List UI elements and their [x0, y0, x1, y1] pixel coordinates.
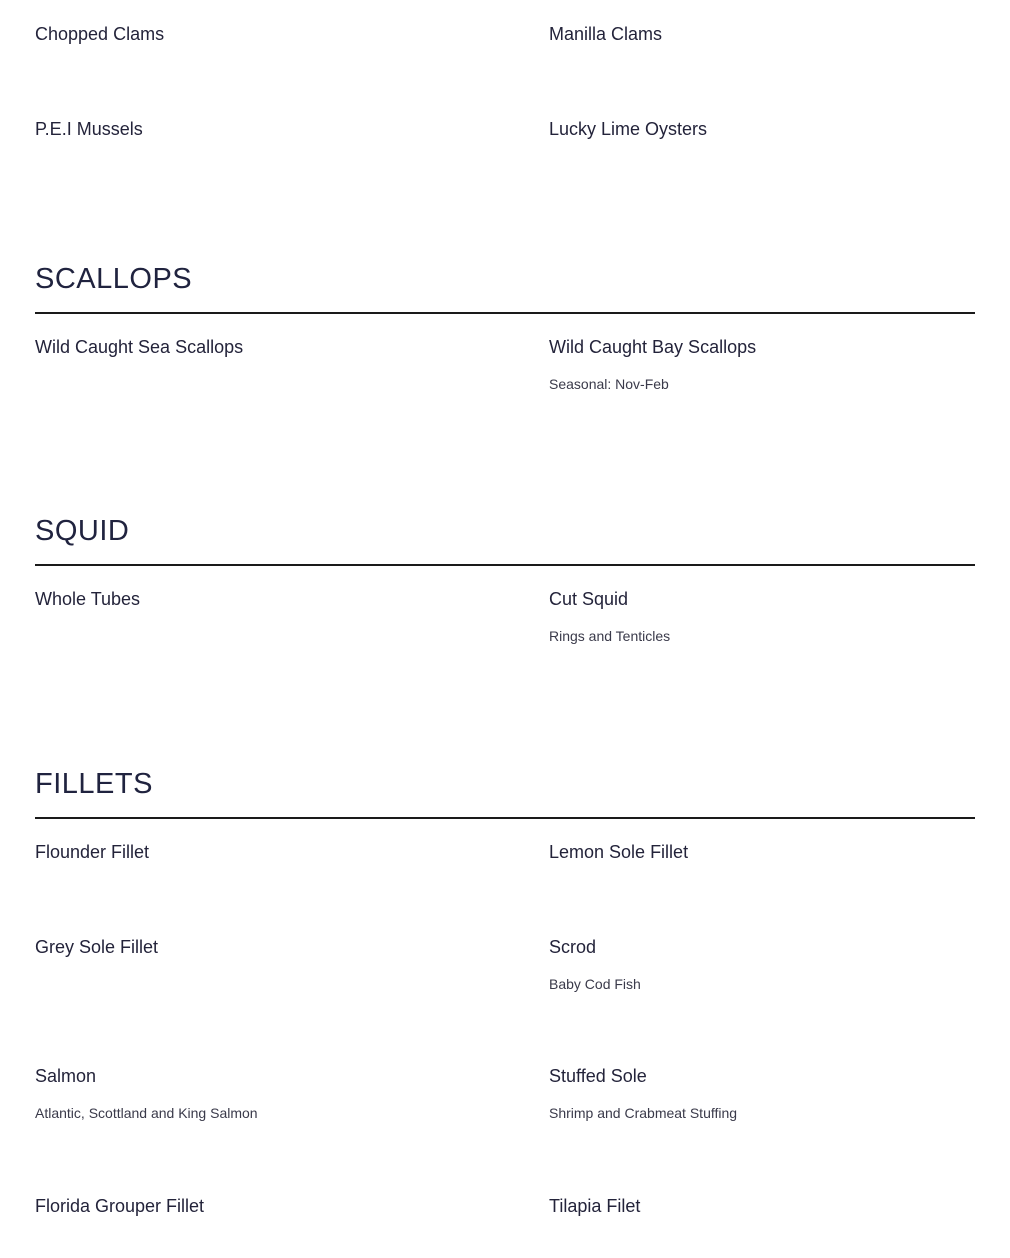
- menu-item-name: Whole Tubes: [35, 589, 141, 609]
- section-title-scallops: SCALLOPS: [35, 263, 193, 295]
- menu-item-name: Grey Sole Fillet: [35, 937, 159, 957]
- menu-item-name: Salmon: [35, 1066, 97, 1086]
- menu-item-name: Chopped Clams: [35, 24, 165, 44]
- menu-item-name: Tilapia Filet: [549, 1196, 641, 1216]
- section-title-fillets: FILLETS: [35, 768, 153, 800]
- menu-item-name: Manilla Clams: [549, 24, 663, 44]
- menu-item-name: Stuffed Sole: [549, 1066, 647, 1086]
- menu-item-name: Flounder Fillet: [35, 842, 150, 862]
- menu-item-name: Florida Grouper Fillet: [35, 1196, 205, 1216]
- section-title-squid: SQUID: [35, 515, 130, 547]
- section-divider: [35, 312, 975, 314]
- menu-item-name: Wild Caught Sea Scallops: [35, 337, 244, 357]
- menu-item-description: Baby Cod Fish: [549, 976, 641, 992]
- section-divider: [35, 817, 975, 819]
- menu-item-name: Lemon Sole Fillet: [549, 842, 689, 862]
- menu-item-name: Lucky Lime Oysters: [549, 119, 708, 139]
- section-divider: [35, 564, 975, 566]
- menu-item-name: Wild Caught Bay Scallops: [549, 337, 757, 357]
- menu-item-name: Scrod: [549, 937, 597, 957]
- menu-item-description: Seasonal: Nov-Feb: [549, 376, 669, 392]
- menu-item-description: Atlantic, Scottland and King Salmon: [35, 1105, 258, 1121]
- menu-item-name: P.E.I Mussels: [35, 119, 143, 139]
- menu-item-name: Cut Squid: [549, 589, 629, 609]
- menu-item-description: Rings and Tenticles: [549, 628, 671, 644]
- menu-item-description: Shrimp and Crabmeat Stuffing: [549, 1105, 738, 1121]
